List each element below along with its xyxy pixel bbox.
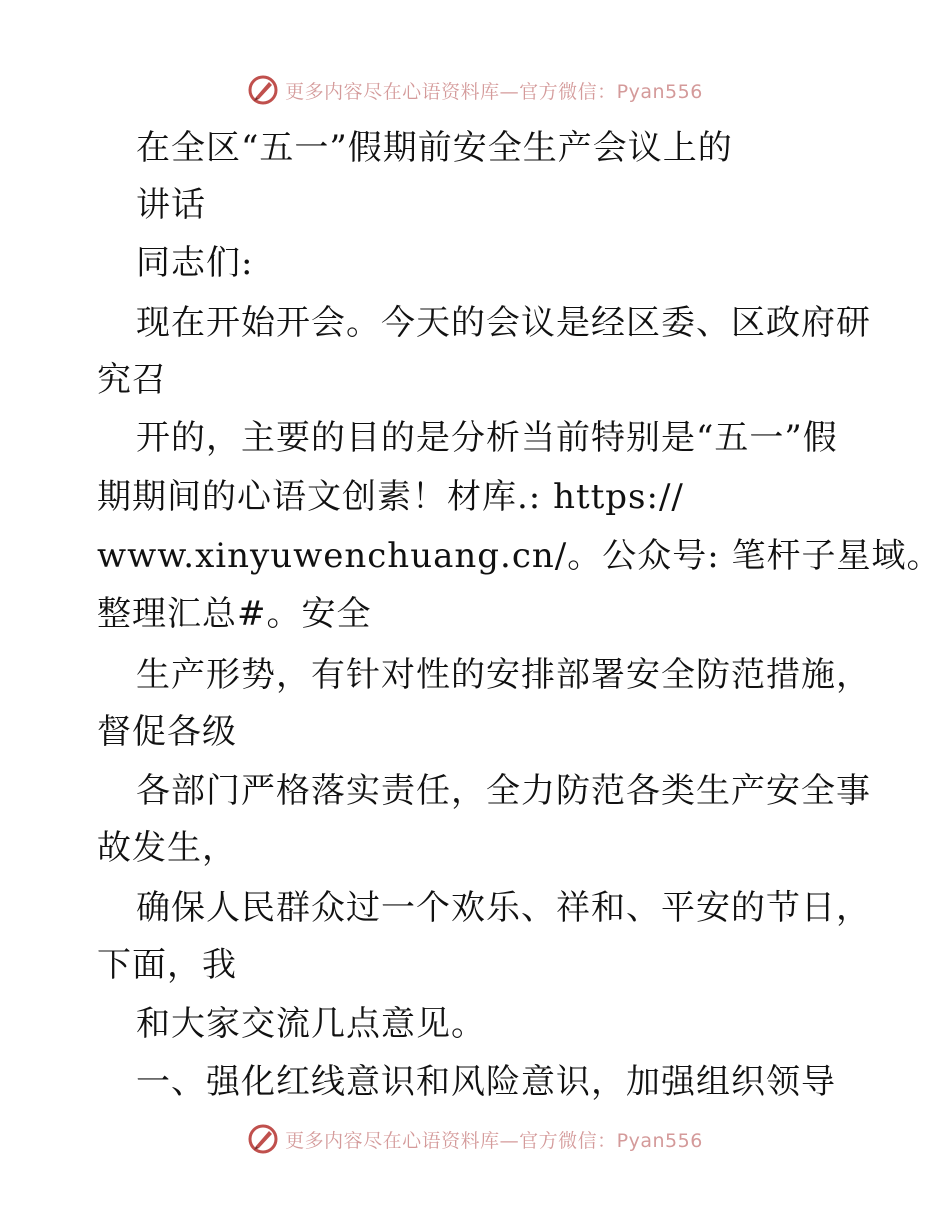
- watermark-banner-top: [0, 70, 950, 110]
- paragraph-line: 整理汇总#。安全: [97, 594, 372, 634]
- paragraph-line: 期期间的心语文创素！材库.: https://: [97, 477, 684, 517]
- paragraph-line: 下面，我: [97, 945, 237, 985]
- paragraph-line: www.xinyuwenchuang.cn/。公众号: 笔杆子星域。: [97, 536, 942, 576]
- paragraph-line: 督促各级: [97, 712, 237, 752]
- doc-title-line-2: 讲话: [136, 185, 206, 225]
- paragraph-line: 生产形势，有针对性的安排部署安全防范措施，: [136, 655, 871, 695]
- pen-logo-icon: [247, 1123, 279, 1155]
- watermark-text: 更多内容尽在心语资料库—官方微信：Pyan556: [285, 80, 703, 103]
- paragraph-line: 故发生，: [97, 828, 237, 868]
- salutation: 同志们:: [136, 243, 254, 283]
- paragraph-line: 现在开始开会。今天的会议是经区委、区政府研: [136, 303, 871, 343]
- paragraph-line: 开的，主要的目的是分析当前特别是“五一”假: [136, 418, 838, 458]
- watermark-text: 更多内容尽在心语资料库—官方微信：Pyan556: [285, 1129, 703, 1152]
- paragraph-line: 各部门严格落实责任，全力防范各类生产安全事: [136, 771, 871, 811]
- doc-title-line-1: 在全区“五一”假期前安全生产会议上的: [136, 128, 733, 168]
- paragraph-line: 确保人民群众过一个欢乐、祥和、平安的节日，: [136, 888, 871, 928]
- paragraph-line: 究召: [97, 360, 167, 400]
- section-heading: 一、强化红线意识和风险意识，加强组织领导: [136, 1062, 836, 1102]
- paragraph-line: 和大家交流几点意见。: [136, 1004, 486, 1044]
- watermark-banner-bottom: [0, 1119, 950, 1159]
- pen-logo-icon: [247, 74, 279, 106]
